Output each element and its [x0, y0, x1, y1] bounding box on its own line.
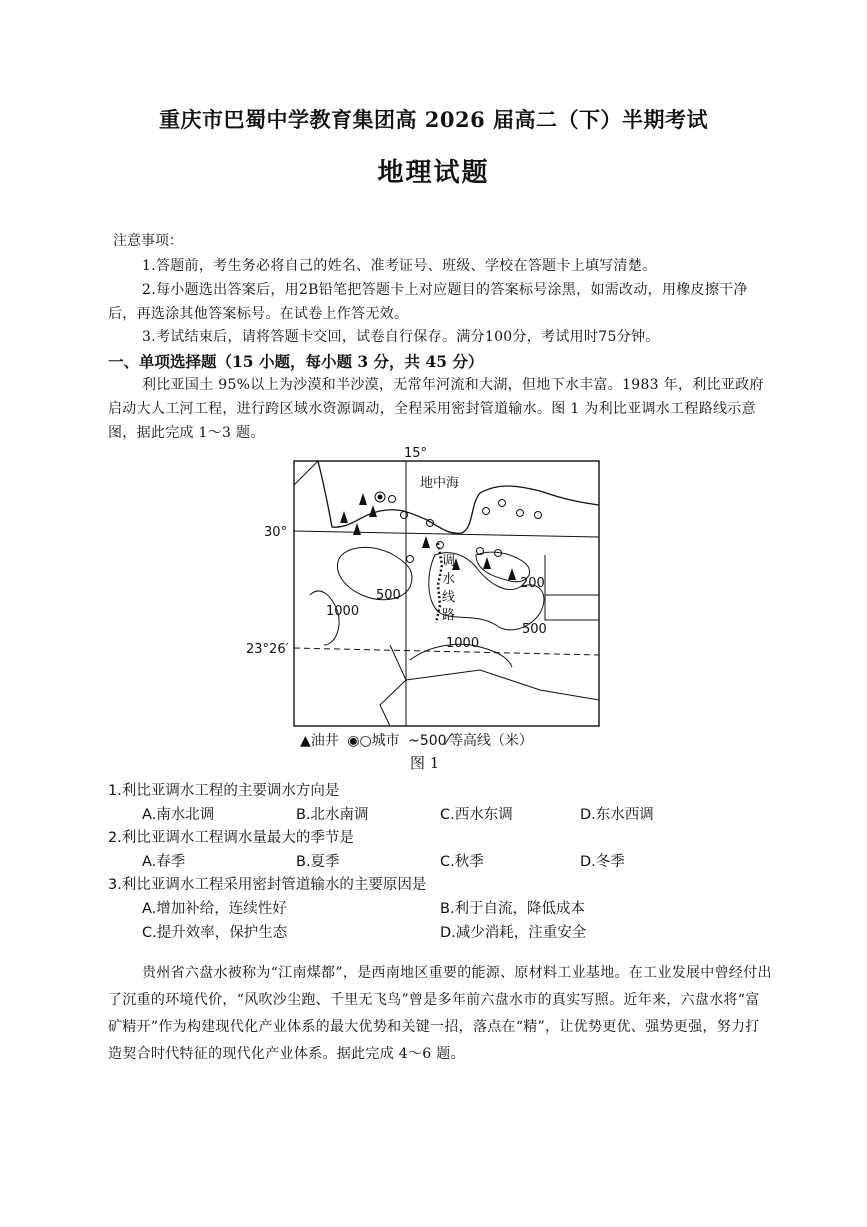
q1-option-c: C.西水东调	[440, 807, 513, 823]
oil-wells	[340, 493, 516, 580]
q3-option-c: C.提升效率，保护生态	[142, 925, 288, 941]
q3-option-b: B.利于自流，降低成本	[440, 901, 586, 917]
oil-well	[359, 493, 367, 505]
legend-contour: 等高线（米）	[448, 733, 533, 749]
label-sea: 地中海	[420, 476, 460, 491]
border-south	[380, 645, 406, 726]
parallel-30	[294, 531, 599, 537]
oil-well	[508, 568, 516, 580]
border-nw	[294, 461, 318, 485]
figure-caption: 图 1	[410, 754, 440, 772]
contour-label-500-e: 500	[522, 622, 547, 637]
cities	[375, 492, 542, 563]
legend-contour-sample: 500	[419, 733, 447, 749]
contour-label-1000-w: 1000	[326, 604, 360, 619]
city	[389, 496, 396, 503]
q3-option-a: A.增加补给，连续性好	[142, 901, 287, 917]
route-char-2: 水	[442, 572, 456, 587]
label-tropic: 23°26′	[246, 642, 289, 657]
section-intro: 利比亚国土 95%以上为沙漠和半沙漠，无常年河流和大湖，但地下水丰富。1983 年，利比亚政府启动大人工河工程，进行跨区域水资源调动，全程采用密封管道输水。图 1 为利比亚调水工程路线示意图，据此完成 1～3 题。	[108, 377, 764, 441]
q1-option-d: D.东水西调	[580, 807, 654, 823]
oil-well	[369, 505, 377, 517]
q1-option-b: B.北水南调	[296, 807, 369, 823]
notes-heading: 注意事项：	[113, 233, 183, 249]
contour-label-500-w: 500	[376, 588, 401, 603]
label-30: 30°	[264, 525, 288, 540]
page-subtitle: 地理试题	[377, 158, 490, 188]
map-legend: ▲油井 ◉○城市 ~500⁄等高线（米）	[300, 733, 533, 749]
oil-well-icon: ▲	[300, 733, 311, 749]
city	[499, 500, 506, 507]
q2-option-d: D.冬季	[580, 854, 625, 870]
border-south2	[406, 670, 599, 700]
contour-icon: ~	[408, 733, 420, 749]
note-item-3: 3.考试结束后，请将答题卡交回，试卷自行保存。满分100分，考试用时75分钟。	[142, 329, 660, 345]
oil-well	[340, 511, 348, 523]
q1-option-a: A.南水北调	[142, 807, 215, 823]
q2-option-c: C.秋季	[440, 854, 484, 870]
map-svg	[240, 445, 620, 735]
city	[535, 512, 542, 519]
city	[517, 510, 524, 517]
contour-label-1000-s: 1000	[446, 636, 480, 651]
note-item-2: 2.每小题选出答案后，用2B铅笔把答题卡上对应题目的答案标号涂黑，如需改动，用橡皮擦干净后，再选涂其他答案标号。在试卷上作答无效。	[108, 282, 748, 322]
q2-option-a: A.春季	[142, 854, 186, 870]
q2-option-b: B.夏季	[296, 854, 340, 870]
city-dot	[378, 495, 382, 499]
route-char-3: 线	[442, 590, 456, 605]
section-heading: 一、单项选择题（15 小题，每小题 3 分，共 45 分）	[108, 352, 484, 371]
question-3-stem: 3.利比亚调水工程采用密封管道输水的主要原因是	[108, 877, 427, 893]
route-char-4: 路	[442, 608, 456, 623]
city	[407, 556, 414, 563]
city	[483, 508, 490, 515]
oil-well	[422, 536, 430, 548]
legend-oil: 油井	[310, 733, 339, 749]
route-char-1: 调	[442, 554, 456, 569]
q3-option-d: D.减少消耗，注重安全	[440, 925, 587, 941]
city-icon: ◉○	[347, 733, 372, 749]
label-15: 15°	[404, 446, 428, 461]
legend-city: 城市	[371, 733, 400, 749]
question-1-stem: 1.利比亚调水工程的主要调水方向是	[108, 783, 340, 799]
page-title: 重庆市巴蜀中学教育集团高 2026 届高二（下）半期考试	[158, 107, 709, 132]
contour-label-200: 200	[520, 576, 545, 591]
oil-well	[353, 523, 361, 535]
oil-well	[483, 557, 491, 569]
border-se	[545, 595, 599, 620]
libya-water-map	[240, 445, 620, 775]
note-item-1: 1.答题前，考生务必将自己的姓名、准考证号、班级、学校在答题卡上填写清楚。	[142, 258, 657, 274]
coastline	[318, 461, 599, 533]
passage-liupanshui: 贵州省六盘水被称为“江南煤都”，是西南地区重要的能源、原材料工业基地。在工业发展中曾经付出了沉重的环境代价，“风吹沙尘跑、千里无飞鸟”曾是多年前六盘水市的真实写照。近年来，六盘水将“富矿精开”作为构建现代化产业体系的最大优势和关键一招，落点在“精”，让优势更优、强势更强，努力打造契合时代特征的现代化产业体系。据此完成 4～6 题。	[108, 965, 772, 1062]
question-2-stem: 2.利比亚调水工程调水量最大的季节是	[108, 830, 354, 846]
